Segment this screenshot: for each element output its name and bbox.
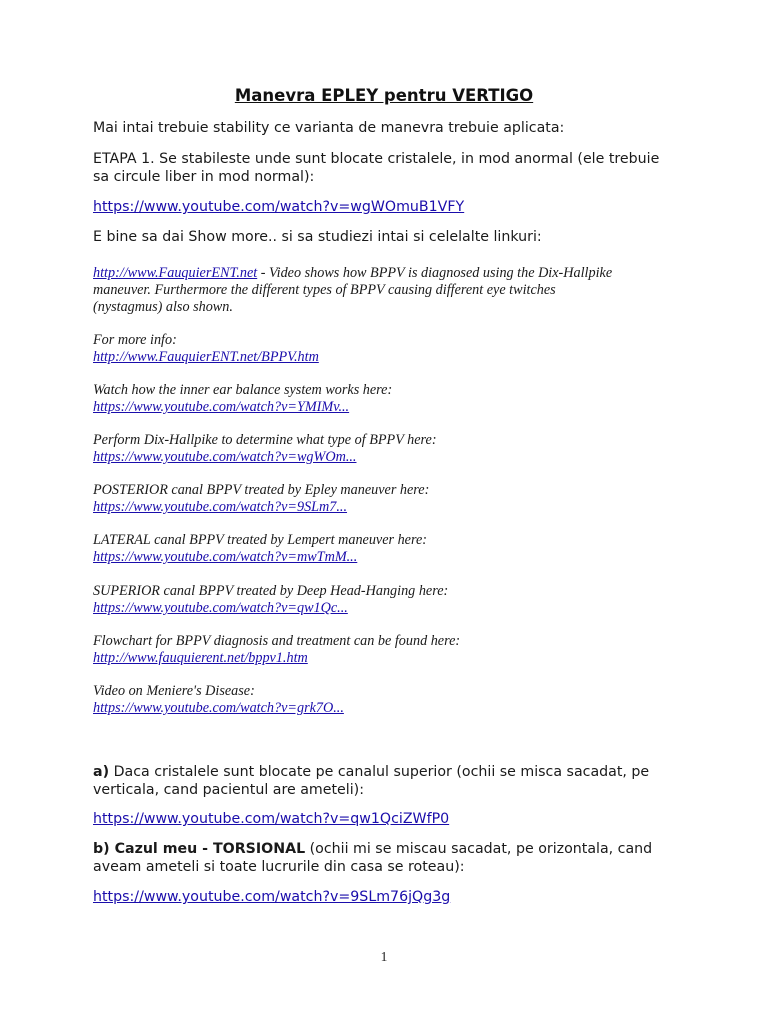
etapa-text-line2: sa circule liber in mod normal): (93, 169, 315, 185)
page-title: Manevra EPLEY pentru VERTIGO (234, 86, 534, 105)
section-b-heading: b) Cazul meu - TORSIONAL (93, 841, 306, 857)
quote-item-link[interactable]: https://www.youtube.com/watch?v=9SLm7... (93, 499, 348, 515)
page-number: 1 (380, 949, 388, 964)
quote-item-link[interactable]: https://www.youtube.com/watch?v=grk7O... (93, 700, 344, 716)
section-b-text: (ochii mi se miscau sacadat, pe orizontala, cand (305, 841, 653, 857)
quote-item-link[interactable]: http://www.fauquierent.net/bppv1.htm (93, 650, 308, 666)
etapa-text-line1: ETAPA 1. Se stabileste unde sunt blocate cristalele, in mod anormal (ele trebuie (93, 151, 660, 167)
quote-item-label: Perform Dix-Hallpike to determine what type of BPPV here: (93, 432, 437, 448)
main-video-link[interactable]: https://www.youtube.com/watch?v=wgWOmuB1VFY (93, 199, 465, 215)
section-b-link[interactable]: https://www.youtube.com/watch?v=9SLm76jQg3g (93, 889, 451, 905)
intro-text: Mai intai trebuie stability ce varianta de manevra trebuie aplicata: (93, 120, 565, 136)
fauquier-link[interactable]: http://www.FauquierENT.net (93, 265, 258, 281)
section-a-line1 (93, 764, 649, 780)
section-a-link[interactable]: https://www.youtube.com/watch?v=qw1QciZWfP0 (93, 811, 450, 827)
quote-item-link[interactable]: http://www.FauquierENT.net/BPPV.htm (93, 349, 319, 365)
quote-item-label: POSTERIOR canal BPPV treated by Epley maneuver here: (93, 482, 430, 498)
quote-item-label: Video on Meniere's Disease: (93, 683, 255, 699)
quote-paragraph-line1 (93, 265, 612, 282)
quote-item-label: LATERAL canal BPPV treated by Lempert maneuver here: (93, 532, 427, 548)
quote-item-label: Watch how the inner ear balance system works here: (93, 382, 393, 398)
section-a-text: Daca cristalele sunt blocate pe canalul superior (ochii se misca sacadat, pe (109, 764, 650, 780)
quote-paragraph-line2: maneuver. Furthermore the different types of BPPV causing different eye twitches (93, 282, 556, 298)
quote-item-label: Flowchart for BPPV diagnosis and treatment can be found here: (93, 633, 461, 649)
quote-item-link[interactable]: https://www.youtube.com/watch?v=mwTmM... (93, 549, 358, 565)
quote-item-link[interactable]: https://www.youtube.com/watch?v=YMIMv... (93, 399, 350, 415)
quote-item-label: For more info: (93, 332, 177, 348)
quote-paragraph-line3: (nystagmus) also shown. (93, 299, 233, 315)
quote-paragraph-rest: - Video shows how BPPV is diagnosed using the Dix-Hallpike (257, 265, 613, 281)
quote-item-link[interactable]: https://www.youtube.com/watch?v=qw1Qc... (93, 600, 348, 616)
section-a-line2: verticala, cand pacientul are ameteli): (93, 782, 364, 798)
section-a-marker: a) (93, 764, 110, 780)
show-more-text: E bine sa dai Show more.. si sa studiezi intai si celelalte linkuri: (93, 229, 542, 245)
quote-item-link[interactable]: https://www.youtube.com/watch?v=wgWOm... (93, 449, 357, 465)
section-b-line2: aveam ameteli si toate lucrurile din casa se roteau): (93, 859, 465, 875)
quote-item-label: SUPERIOR canal BPPV treated by Deep Head-Hanging here: (93, 583, 449, 599)
section-b-line1 (93, 841, 652, 857)
